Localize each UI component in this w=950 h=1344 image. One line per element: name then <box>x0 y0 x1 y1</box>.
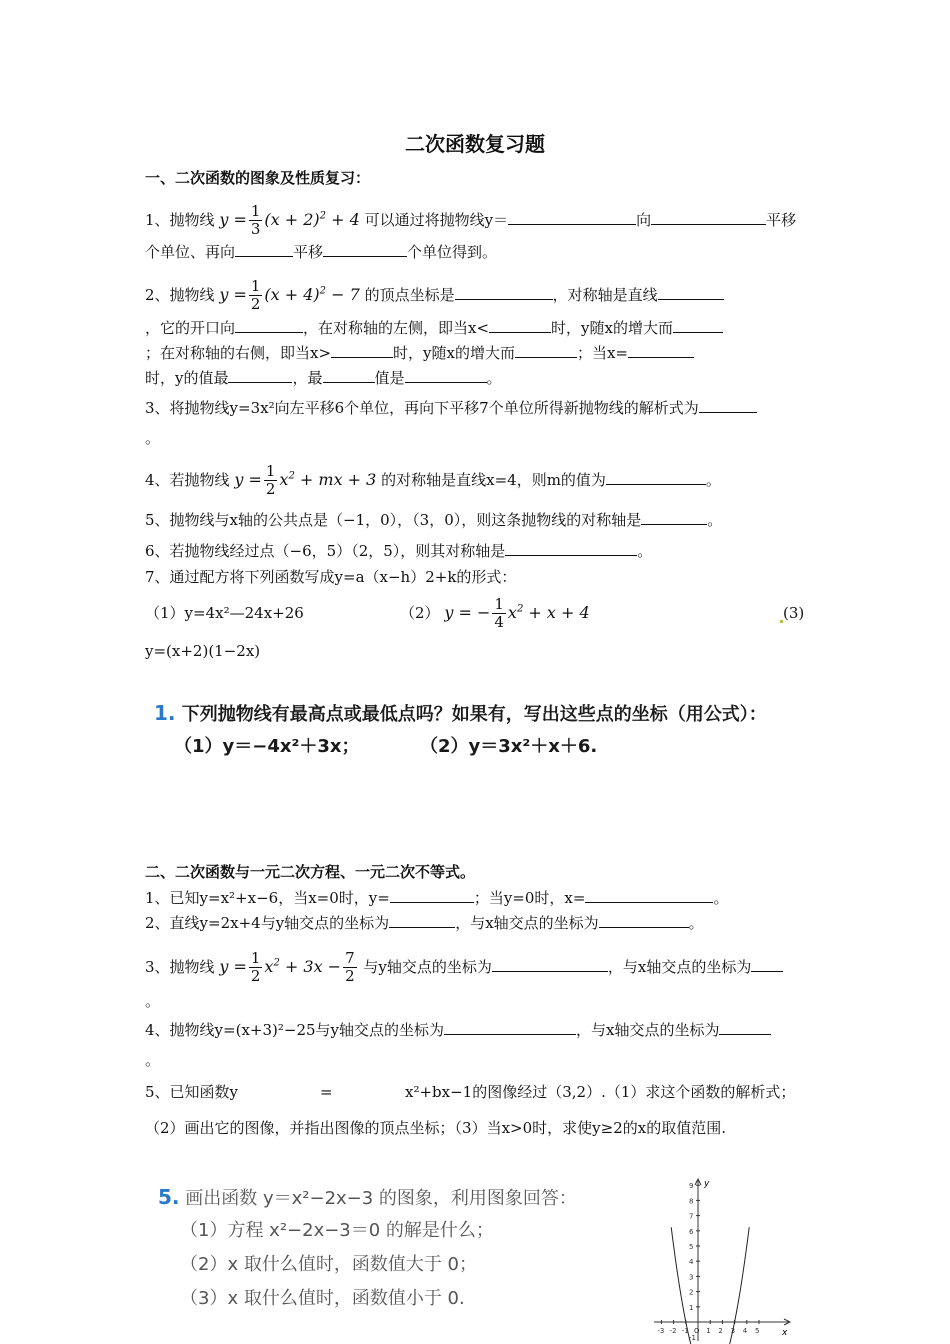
answer-blank[interactable] <box>323 368 375 383</box>
box1-number: 1. <box>154 701 176 725</box>
eq-mid2: + 3x − <box>279 957 342 976</box>
eq-rest: (x + 4) <box>264 285 320 304</box>
y-tick-label: 9 <box>689 1182 694 1191</box>
textbook-excerpt-1 <box>148 690 788 765</box>
eq-lhs: y = <box>219 210 247 229</box>
s2-q5-b: x²+bx−1的图像经过（3,2）.（1）求这个函数的解析式； <box>405 1083 796 1101</box>
s1-q2-line4-c: 值是 <box>374 369 405 387</box>
s1-q1-text-b: 向 <box>636 211 652 229</box>
x-tick-label: -3 <box>657 1327 665 1335</box>
y-tick-label: 3 <box>689 1273 694 1282</box>
frac-num: 1 <box>494 595 504 613</box>
y-tick-label: 5 <box>689 1243 694 1251</box>
s1-q2-line4-b: ，最 <box>292 369 323 387</box>
s1-q1-line2-a: 个单位、再向 <box>145 243 236 261</box>
graph-ticks <box>657 1179 788 1342</box>
x-tick-label: 2 <box>718 1327 723 1335</box>
eq-rest: x <box>279 470 289 489</box>
s2-q2-line <box>145 913 704 933</box>
s1-q4-eq <box>234 462 377 498</box>
eq-tail: + x + 4 <box>523 603 590 622</box>
answer-blank[interactable] <box>673 318 723 333</box>
s1-q2-line3 <box>145 343 694 363</box>
s1-q2-line2-c: 时，y随x的增大而 <box>551 319 673 337</box>
s2-q1-line <box>145 888 728 908</box>
s1-q4-prefix: 4、若抛物线 <box>145 471 230 489</box>
s2-q4-line <box>145 1020 771 1040</box>
frac-num: 1 <box>250 277 261 295</box>
answer-blank[interactable] <box>658 285 724 300</box>
box1-question-text: 下列抛物线有最高点或最低点吗？如果有，写出这些点的坐标（用公式）： <box>181 704 767 725</box>
answer-blank[interactable] <box>492 957 608 972</box>
frac-den: 2 <box>250 295 261 313</box>
answer-blank[interactable] <box>606 470 706 485</box>
frac-num: 7 <box>345 949 355 967</box>
section1-heading: 一、二次函数的图象及性质复习： <box>145 169 371 187</box>
s1-q4-text-a: 的对称轴是直线x=4，则m的值为 <box>381 471 606 489</box>
s2-q3-eq <box>219 949 358 985</box>
fraction <box>264 463 278 498</box>
s2-q3-text-b: ，与x轴交点的坐标为 <box>607 958 752 976</box>
answer-blank[interactable] <box>651 210 766 225</box>
y-tick-label: 4 <box>689 1258 694 1267</box>
answer-blank[interactable] <box>389 913 455 928</box>
answer-blank[interactable] <box>390 888 474 903</box>
s1-q5-text: 5、抛物线与x轴的公共点是（−1，0），（3，0），则这条抛物线的对称轴是 <box>145 511 642 529</box>
eq-mid: x <box>264 957 274 976</box>
eq-rest: (x + 2) <box>264 210 320 229</box>
s2-q5-eq: = <box>320 1083 333 1101</box>
s1-q1-line2-c: 个单位得到。 <box>407 243 498 261</box>
s1-q6-text: 6、若抛物线经过点（−6，5）（2，5），则其对称轴是 <box>145 542 506 560</box>
s2-q5-line2: （2）画出它的图像，并指出图像的顶点坐标；（3）当x>0时，求使y≥2的x的取值范围. <box>145 1119 726 1137</box>
fraction <box>249 278 263 313</box>
answer-blank[interactable] <box>331 343 393 358</box>
s1-q4-line <box>145 463 721 498</box>
s2-q2-a: 2、直线y=2x+4与y轴交点的坐标为 <box>145 914 390 932</box>
s1-q2-line3-a: ；在对称轴的右侧，即当x> <box>145 344 332 362</box>
s1-q1-line2 <box>145 242 497 262</box>
frac-num: 1 <box>250 949 261 967</box>
p2-label: （2） <box>400 604 440 622</box>
s1-q4-end: 。 <box>705 471 721 489</box>
s1-q1-text-a: 可以通过将抛物线y＝ <box>364 211 509 229</box>
s1-q7-p3: y=(x+2)(1−2x) <box>145 642 261 660</box>
eq-tail: + mx + 3 <box>294 470 377 489</box>
eq-exp: 2 <box>516 603 524 615</box>
s2-q4-end: 。 <box>145 1051 161 1069</box>
y-tick-label: 6 <box>689 1227 694 1236</box>
section2-heading: 二、二次函数与一元二次方程、一元二次不等式。 <box>145 863 476 881</box>
answer-blank[interactable] <box>228 368 292 383</box>
p3-label: (3) <box>783 604 805 622</box>
y-tick-label: 7 <box>689 1212 694 1221</box>
s1-q7-p3-label <box>780 603 804 623</box>
s2-q3-text-a: 与y轴交点的坐标为 <box>363 958 492 976</box>
x-tick-label: 3 <box>730 1327 736 1335</box>
eq-lhs: y = − <box>444 603 491 622</box>
s1-q6-line <box>145 541 652 561</box>
box2-q1: （1）方程 x²−2x−3＝0 的解是什么； <box>180 1220 494 1241</box>
y-tick-label: 8 <box>689 1197 694 1206</box>
s1-q3-text: 3、将抛物线y=3x²向左平移6个单位，再向下平移7个单位所得新抛物线的解析式为 <box>145 399 699 417</box>
eq-exp: 2 <box>273 957 280 969</box>
s1-q2-line4-a: 时，y的值最 <box>145 369 229 387</box>
eq-exp: 2 <box>288 470 295 482</box>
graph-axes <box>654 1179 790 1341</box>
s1-q2-line2-a: ，它的开口向 <box>145 319 236 337</box>
box2-main-text: 画出函数 y＝x²−2x−3 的图象，利用图象回答： <box>185 1188 577 1209</box>
s1-q3-line1 <box>145 398 757 418</box>
y-tick-label: -1 <box>689 1334 696 1343</box>
eq-tail: + 4 <box>326 210 360 229</box>
s1-q2-line2 <box>145 318 723 338</box>
answer-blank[interactable] <box>508 210 636 225</box>
frac-den: 2 <box>345 967 355 985</box>
frac-den: 2 <box>250 967 261 985</box>
box1-part2: （2）y＝3x²＋x＋6. <box>420 736 598 757</box>
frac-num: 1 <box>250 202 261 220</box>
fraction <box>249 203 263 238</box>
answer-blank[interactable] <box>628 343 694 358</box>
s1-q7-p1: （1）y=4x²—24x+26 <box>145 604 304 622</box>
fraction <box>249 950 263 985</box>
s1-q7-text: 7、通过配方将下列函数写成y=a（x−h）2+k的形式： <box>145 568 517 586</box>
y-tick-label: 2 <box>689 1288 694 1297</box>
eq-lhs: y = <box>219 957 247 976</box>
frac-den: 2 <box>265 480 276 498</box>
s1-q2-text-a: 的顶点坐标是 <box>364 286 455 304</box>
s2-q4-a: 4、抛物线y=(x+3)²−25与y轴交点的坐标为 <box>145 1021 445 1039</box>
x-tick-label: -2 <box>669 1327 677 1335</box>
s1-q6-end: 。 <box>637 542 653 560</box>
s1-q1-text-c: 平移 <box>766 211 797 229</box>
s2-q2-end: 。 <box>688 914 704 932</box>
answer-blank[interactable] <box>599 913 689 928</box>
s1-q2-text-b: ，对称轴是直线 <box>552 286 658 304</box>
eq-exp: 2 <box>319 210 327 222</box>
s1-q2-line1 <box>145 278 724 313</box>
box1-question <box>154 700 767 726</box>
s2-q4-b: ，与x轴交点的坐标为 <box>576 1021 720 1039</box>
eq-lhs: y = <box>219 285 247 304</box>
y-axis-label: y <box>704 1179 710 1189</box>
y-tick-label: 1 <box>689 1303 694 1312</box>
answer-blank[interactable] <box>323 242 407 257</box>
s2-q3-prefix: 3、抛物线 <box>145 958 215 976</box>
answer-blank[interactable] <box>641 510 707 525</box>
fraction <box>343 950 357 985</box>
s2-q5-line1 <box>145 1082 238 1102</box>
s1-q1-line2-b: 平移 <box>293 243 324 261</box>
s1-q2-line3-b: 时，y随x的增大而 <box>393 344 515 362</box>
answer-blank[interactable] <box>405 368 487 383</box>
s2-q3-end: 。 <box>145 992 161 1010</box>
x-axis-label: x <box>782 1328 788 1338</box>
frac-num: 1 <box>265 462 276 480</box>
answer-blank[interactable] <box>515 343 577 358</box>
answer-blank[interactable] <box>699 398 757 413</box>
answer-blank[interactable] <box>719 1020 771 1035</box>
answer-blank[interactable] <box>489 318 551 333</box>
s1-q2-line4 <box>145 368 502 388</box>
s1-q5-end: 。 <box>707 511 723 529</box>
answer-blank[interactable] <box>455 285 553 300</box>
p2-eq <box>444 595 590 631</box>
box2-number: 5. <box>158 1185 180 1209</box>
box2-q3: （3）x 取什么值时，函数值小于 0. <box>180 1288 465 1309</box>
s1-q2-line3-c: ；当x= <box>576 344 628 362</box>
answer-blank[interactable] <box>585 888 713 903</box>
fraction <box>492 596 506 631</box>
frac-den: 4 <box>494 613 504 631</box>
s2-q1-end: 。 <box>713 889 729 907</box>
s1-q2-line2-b: ，在对称轴的左侧，即当x< <box>303 319 490 337</box>
s1-q1-eq <box>219 202 360 238</box>
textbook-excerpt-2 <box>150 1172 650 1317</box>
s1-q1-line1 <box>145 203 796 238</box>
x-tick-label: -1 <box>681 1327 689 1335</box>
s2-q1-a: 1、已知y=x²+x−6，当x=0时，y= <box>145 889 390 907</box>
eq-lhs: y = <box>234 470 262 489</box>
answer-blank[interactable] <box>751 957 783 972</box>
s2-q3-line <box>145 950 783 985</box>
x-tick-label: 4 <box>742 1327 748 1335</box>
s2-q5-a: 5、已知函数y <box>145 1083 239 1101</box>
s1-q7-p2 <box>400 596 590 631</box>
answer-blank[interactable] <box>235 318 303 333</box>
s1-q1-prefix: 1、抛物线 <box>145 211 215 229</box>
page-title: 二次函数复习题 <box>405 132 545 156</box>
answer-blank[interactable] <box>444 1020 576 1035</box>
x-tick-label: 1 <box>706 1327 711 1335</box>
box2-main <box>158 1184 577 1210</box>
box1-part1: （1）y＝−4x²＋3x； <box>174 736 360 757</box>
x-tick-label: 5 <box>755 1327 760 1335</box>
s2-q1-b: ；当y=0时，x= <box>473 889 586 907</box>
eq-tail: − 7 <box>326 285 360 304</box>
parabola-graph <box>650 1175 795 1344</box>
box2-q2: （2）x 取什么值时，函数值大于 0； <box>180 1254 477 1275</box>
s1-q2-line4-d: 。 <box>486 369 502 387</box>
answer-blank[interactable] <box>235 242 293 257</box>
s2-q2-b: ，与x轴交点的坐标为 <box>455 914 599 932</box>
s1-q5-line <box>145 510 722 530</box>
s1-q2-prefix: 2、抛物线 <box>145 286 215 304</box>
eq-rest: x <box>507 603 517 622</box>
frac-den: 3 <box>250 220 261 238</box>
s1-q3-end: 。 <box>145 429 161 447</box>
x-tick-label: O <box>694 1327 700 1335</box>
answer-blank[interactable] <box>505 541 637 556</box>
eq-exp: 2 <box>319 285 327 297</box>
s1-q2-eq <box>219 277 360 313</box>
